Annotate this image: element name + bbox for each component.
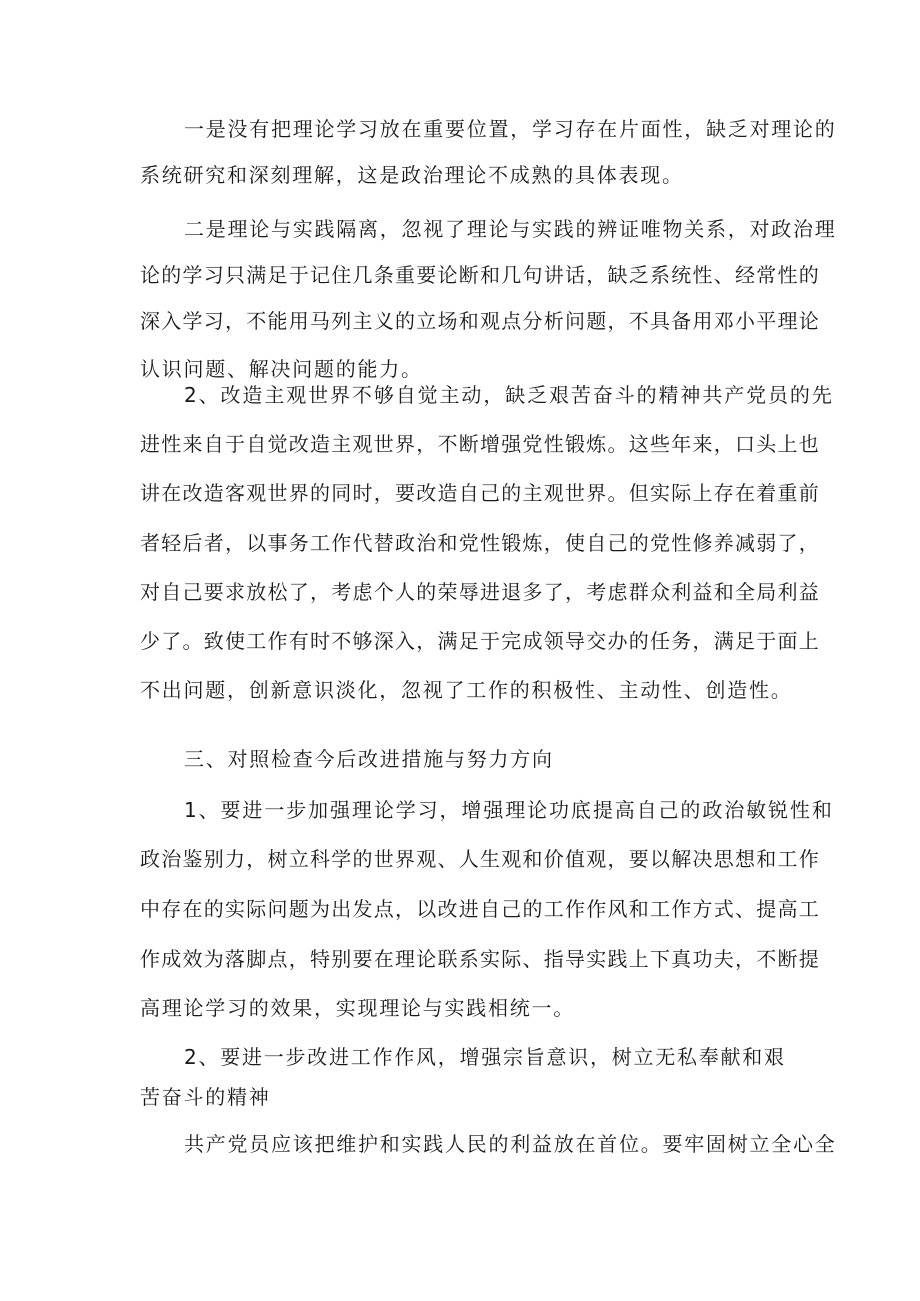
paragraph-2-line-4: 认识问题、解决问题的能力。 bbox=[140, 357, 423, 381]
paragraph-2-line-1: 二是理论与实践隔离，忽视了理论与实践的辨证唯物关系，对政治理 bbox=[184, 217, 837, 241]
paragraph-3-line-6: 少了。致使工作有时不够深入，满足于完成领导交办的任务，满足于面上 bbox=[140, 629, 820, 653]
paragraph-3-line-7: 不出问题，创新意识淡化，忽视了工作的积极性、主动性、创造性。 bbox=[140, 678, 793, 702]
paragraph-2-line-2: 论的学习只满足于记住几条重要论断和几句讲话，缺乏系统性、经常性的 bbox=[140, 263, 820, 287]
paragraph-5-line-4: 作成效为落脚点，特别要在理论联系实际、指导实践上下真功夫，不断提 bbox=[140, 947, 820, 971]
paragraph-3-line-3: 讲在改造客观世界的同时，要改造自己的主观世界。但实际上存在着重前 bbox=[140, 481, 820, 505]
paragraph-5-line-5: 高理论学习的效果，实现理论与实践相统一。 bbox=[140, 996, 575, 1020]
paragraph-5-line-2: 政治鉴别力，树立科学的世界观、人生观和价值观，要以解决思想和工作 bbox=[140, 847, 820, 871]
paragraph-7-line-1: 共产党员应该把维护和实践人民的利益放在首位。要牢固树立全心全 bbox=[184, 1132, 837, 1156]
paragraph-3-line-2: 进性来自于自觉改造主观世界，不断增强党性锻炼。这些年来，口头上也 bbox=[140, 432, 820, 456]
paragraph-2-line-3: 深入学习，不能用马列主义的立场和观点分析问题，不具备用邓小平理论 bbox=[140, 309, 820, 333]
paragraph-6-line-1: 2、要进一步改进工作作风，增强宗旨意识，树立无私奉献和艰 bbox=[184, 1045, 786, 1069]
paragraph-5-line-1: 1、要进一步加强理论学习，增强理论功底提高自己的政治敏锐性和 bbox=[184, 798, 834, 822]
paragraph-3-line-4: 者轻后者，以事务工作代替政治和党性锻炼，使自己的党性修养减弱了， bbox=[140, 531, 820, 555]
paragraph-1-line-1: 一是没有把理论学习放在重要位置，学习存在片面性，缺乏对理论的 bbox=[184, 117, 837, 141]
paragraph-5-line-3: 中存在的实际问题为出发点，以改进自己的工作作风和工作方式、提高工 bbox=[140, 897, 820, 921]
paragraph-6-line-2: 苦奋斗的精神 bbox=[140, 1085, 271, 1109]
paragraph-3-line-1: 2、改造主观世界不够自觉主动，缺乏艰苦奋斗的精神共产党员的先 bbox=[184, 383, 834, 407]
paragraph-3-line-5: 对自己要求放松了，考虑个人的荣辱进退多了，考虑群众利益和全局利益 bbox=[140, 580, 820, 604]
paragraph-1-line-2: 系统研究和深刻理解，这是政治理论不成熟的具体表现。 bbox=[140, 163, 684, 187]
section-heading-text: 三、对照检查今后改进措施与努力方向 bbox=[184, 747, 554, 771]
